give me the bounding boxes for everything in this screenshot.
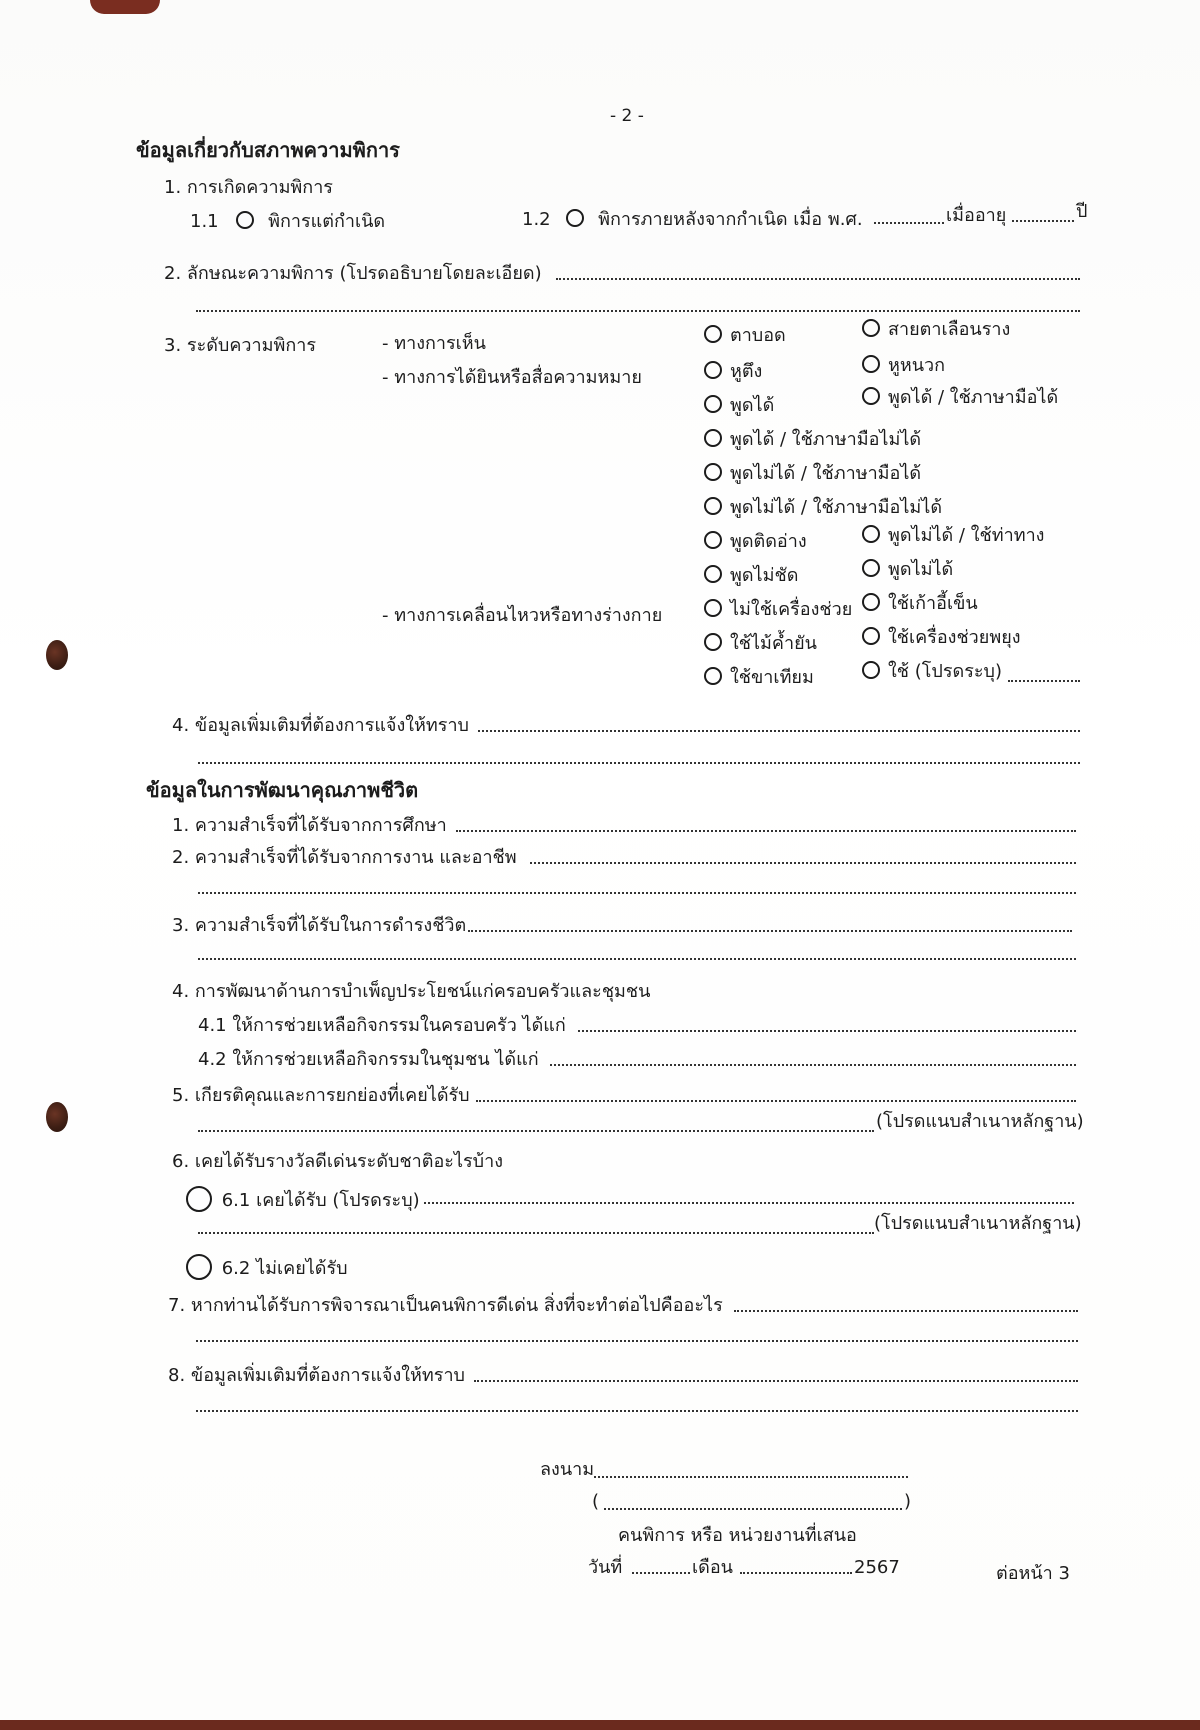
option-can-speak[interactable]: พูดได้ <box>704 394 774 418</box>
page-number: - 2 - <box>610 106 644 126</box>
sq6-1-option[interactable]: 6.1 เคยได้รับ (โปรดระบุ) <box>186 1186 420 1213</box>
radio-icon[interactable] <box>704 531 722 549</box>
age-label: เมื่ออายุ <box>946 205 1007 226</box>
signature-field[interactable] <box>594 1476 908 1478</box>
radio-icon[interactable] <box>566 209 584 227</box>
option-stutter[interactable]: พูดติดอ่าง <box>704 530 807 554</box>
option-no-speak-no-sign[interactable]: พูดไม่ได้ / ใช้ภาษามือไม่ได้ <box>704 496 942 520</box>
radio-icon[interactable] <box>862 319 880 337</box>
q1-label: 1. การเกิดความพิการ <box>164 177 333 198</box>
open-paren: ( <box>592 1491 600 1512</box>
radio-icon[interactable] <box>704 599 722 617</box>
radio-icon[interactable] <box>186 1186 212 1212</box>
sq6-1-field-line-1[interactable] <box>424 1202 1074 1204</box>
continued-note: ต่อหน้า 3 <box>996 1563 1070 1584</box>
sq4-1-field[interactable] <box>578 1030 1076 1032</box>
radio-icon[interactable] <box>704 463 722 481</box>
year-value: 2567 <box>854 1557 900 1578</box>
month-label: เดือน <box>692 1557 733 1578</box>
radio-icon[interactable] <box>704 395 722 413</box>
option-hard-of-hearing[interactable]: หูตึง <box>704 360 762 384</box>
radio-icon[interactable] <box>704 565 722 583</box>
sq7-label: 7. หากท่านได้รับการพิจารณาเป็นคนพิการดีเด่น สิ่งที่จะทำต่อไปคืออะไร <box>168 1295 723 1316</box>
sq5-field-line-1[interactable] <box>476 1100 1076 1102</box>
radio-icon[interactable] <box>862 661 880 679</box>
sq3-field-line-2[interactable] <box>198 958 1076 960</box>
option-low-vision[interactable]: สายตาเลือนราง <box>862 318 1010 342</box>
day-field[interactable] <box>632 1572 690 1574</box>
q4-label: 4. ข้อมูลเพิ่มเติมที่ต้องการแจ้งให้ทราบ <box>172 715 469 736</box>
punch-hole-icon <box>46 640 68 670</box>
sq6-label: 6. เคยได้รับรางวัลดีเด่นระดับชาติอะไรบ้าง <box>172 1151 503 1172</box>
radio-icon[interactable] <box>704 667 722 685</box>
q1-option-congenital[interactable]: 1.1 พิการแต่กำเนิด <box>190 211 386 232</box>
sq1-field[interactable] <box>456 830 1076 832</box>
other-aid-field[interactable] <box>1008 680 1080 682</box>
month-field[interactable] <box>740 1572 852 1574</box>
sq2-field-line-1[interactable] <box>530 862 1076 864</box>
option-walker[interactable]: ใช้เครื่องช่วยพยุง <box>862 626 1021 650</box>
option-wheelchair[interactable]: ใช้เก้าอี้เข็น <box>862 592 978 616</box>
q3-hearing-label: - ทางการได้ยินหรือสื่อความหมาย <box>382 367 642 388</box>
option-no-speak-sign[interactable]: พูดไม่ได้ / ใช้ภาษามือได้ <box>704 462 921 486</box>
q2-label: 2. ลักษณะความพิการ (โปรดอธิบายโดยละเอียด) <box>164 263 542 284</box>
punch-hole-icon <box>46 1102 68 1132</box>
sq6-1-note: (โปรดแนบสำเนาหลักฐาน) <box>874 1213 1082 1234</box>
sq1-label: 1. ความสำเร็จที่ได้รับจากการศึกษา <box>172 815 447 836</box>
radio-icon[interactable] <box>862 627 880 645</box>
sq6-1-field-line-2[interactable] <box>198 1232 874 1234</box>
q1-option-acquired[interactable]: 1.2 พิการภายหลังจากกำเนิด เมื่อ พ.ศ. <box>522 209 863 230</box>
sq8-field-line-2[interactable] <box>196 1410 1078 1412</box>
sq2-field-line-2[interactable] <box>198 892 1076 894</box>
sq4-2-label: 4.2 ให้การช่วยเหลือกิจกรรมในชุมชน ได้แก่ <box>198 1049 539 1070</box>
q4-field-line-2[interactable] <box>198 762 1080 764</box>
sq5-field-line-2[interactable] <box>198 1130 874 1132</box>
close-paren: ) <box>904 1491 912 1512</box>
radio-icon[interactable] <box>862 593 880 611</box>
radio-icon[interactable] <box>704 429 722 447</box>
section-title-quality: ข้อมูลในการพัฒนาคุณภาพชีวิต <box>146 778 419 802</box>
option-other-aid[interactable]: ใช้ (โปรดระบุ) <box>862 660 1002 684</box>
radio-icon[interactable] <box>704 497 722 515</box>
q2-field-line-1[interactable] <box>556 278 1080 280</box>
option-no-aid[interactable]: ไม่ใช้เครื่องช่วย <box>704 598 852 622</box>
q3-vision-label: - ทางการเห็น <box>382 333 486 354</box>
sq4-2-field[interactable] <box>550 1064 1076 1066</box>
option-blind[interactable]: ตาบอด <box>704 324 786 348</box>
sq4-label: 4. การพัฒนาด้านการบำเพ็ญประโยชน์แก่ครอบครัวและชุมชน <box>172 981 651 1002</box>
paper-edge-top <box>90 0 160 14</box>
option-crutch[interactable]: ใช้ไม้ค้ำยัน <box>704 632 817 656</box>
year-unit: ปี <box>1076 201 1088 222</box>
option-gesture[interactable]: พูดไม่ได้ / ใช้ท่าทาง <box>862 524 1044 548</box>
sq6-2-option[interactable]: 6.2 ไม่เคยได้รับ <box>186 1254 348 1281</box>
sq7-field-line-2[interactable] <box>196 1340 1078 1342</box>
option-prosthetic[interactable]: ใช้ขาเทียม <box>704 666 814 690</box>
radio-icon[interactable] <box>704 633 722 651</box>
sq8-label: 8. ข้อมูลเพิ่มเติมที่ต้องการแจ้งให้ทราบ <box>168 1365 465 1386</box>
sq4-1-label: 4.1 ให้การช่วยเหลือกิจกรรมในครอบครัว ได้แก่ <box>198 1015 566 1036</box>
option-unclear-speech[interactable]: พูดไม่ชัด <box>704 564 798 588</box>
q2-field-line-2[interactable] <box>196 310 1080 312</box>
option-speak-sign[interactable]: พูดได้ / ใช้ภาษามือได้ <box>862 386 1058 410</box>
signer-role: คนพิการ หรือ หน่วยงานที่เสนอ <box>618 1525 857 1546</box>
radio-icon[interactable] <box>862 387 880 405</box>
q4-field-line-1[interactable] <box>478 730 1080 732</box>
radio-icon[interactable] <box>186 1254 212 1280</box>
radio-icon[interactable] <box>704 361 722 379</box>
age-field[interactable] <box>1012 220 1074 222</box>
radio-icon[interactable] <box>704 325 722 343</box>
radio-icon[interactable] <box>236 211 254 229</box>
sq3-label: 3. ความสำเร็จที่ได้รับในการดำรงชีวิต <box>172 915 467 936</box>
radio-icon[interactable] <box>862 355 880 373</box>
sq3-field-line-1[interactable] <box>468 930 1072 932</box>
sq5-label: 5. เกียรติคุณและการยกย่องที่เคยได้รับ <box>172 1085 470 1106</box>
sq2-label: 2. ความสำเร็จที่ได้รับจากการงาน และอาชีพ <box>172 847 517 868</box>
q3-label: 3. ระดับความพิการ <box>164 335 317 356</box>
printed-name-field[interactable] <box>604 1508 902 1510</box>
option-cannot-speak[interactable]: พูดไม่ได้ <box>862 558 953 582</box>
year-field[interactable] <box>874 222 944 224</box>
section-title-disability: ข้อมูลเกี่ยวกับสภาพความพิการ <box>136 138 400 162</box>
date-label: วันที่ <box>588 1557 623 1578</box>
q3-movement-label: - ทางการเคลื่อนไหวหรือทางร่างกาย <box>382 605 663 626</box>
radio-icon[interactable] <box>862 559 880 577</box>
option-deaf[interactable]: หูหนวก <box>862 354 945 378</box>
sq8-field-line-1[interactable] <box>474 1380 1078 1382</box>
sign-label: ลงนาม <box>540 1459 595 1480</box>
paper-edge-bottom <box>0 1720 1200 1730</box>
radio-icon[interactable] <box>862 525 880 543</box>
sq7-field-line-1[interactable] <box>734 1310 1078 1312</box>
option-speak-no-sign[interactable]: พูดได้ / ใช้ภาษามือไม่ได้ <box>704 428 921 452</box>
sq5-note: (โปรดแนบสำเนาหลักฐาน) <box>876 1111 1084 1132</box>
